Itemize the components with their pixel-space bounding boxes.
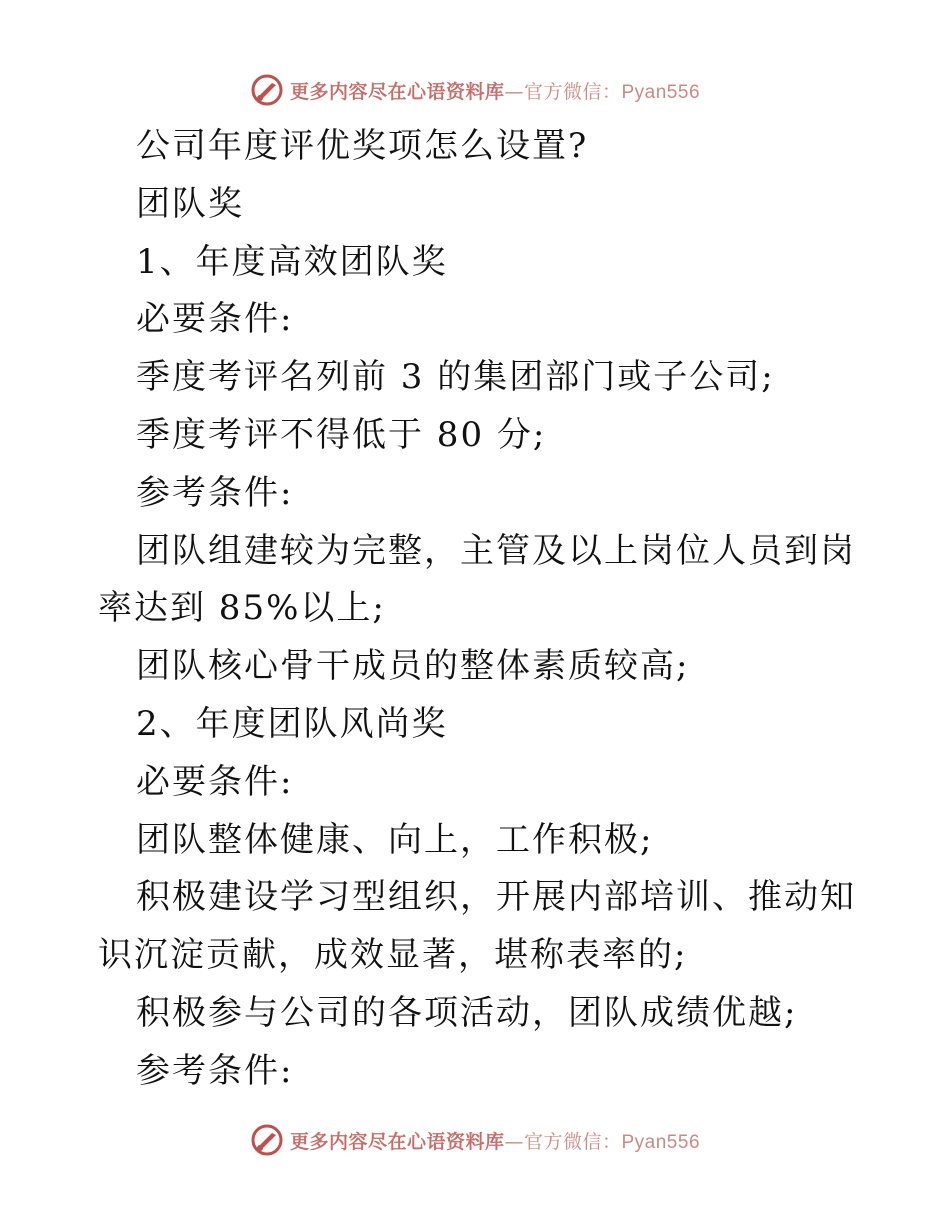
paragraph-award-1: 1、年度高效团队奖	[136, 241, 448, 282]
watermark-main: 更多内容尽在心语资料库	[289, 80, 505, 103]
paragraph-item: 季度考评名列前 3 的集团部门或子公司;	[136, 357, 775, 398]
watermark-sub: —官方微信：	[504, 80, 622, 103]
brush-logo-icon	[250, 73, 284, 107]
paragraph-item: 团队组建较为完整，主管及以上岗位人员到岗率达到 85%以上;	[98, 530, 856, 629]
paragraph-reference-2: 参考条件:	[136, 1050, 294, 1091]
watermark-sub: —官方微信：	[504, 1130, 622, 1153]
paragraph-section: 团队奖	[136, 183, 244, 224]
paragraph-title: 公司年度评优奖项怎么设置?	[136, 126, 589, 166]
watermark-text	[290, 77, 700, 104]
footer-watermark	[0, 1120, 950, 1160]
paragraph-award-2: 2、年度团队风尚奖	[136, 703, 448, 744]
paragraph-item: 积极建设学习型组织，开展内部培训、推动知识沉淀贡献，成效显著，堪称表率的;	[98, 877, 856, 976]
watermark-text	[290, 1127, 700, 1154]
watermark-id: Pyan556	[621, 1131, 701, 1153]
paragraph-item: 团队整体健康、向上，工作积极;	[136, 819, 654, 860]
paragraph-item: 积极参与公司的各项活动，团队成绩优越;	[136, 992, 798, 1033]
header-watermark	[0, 70, 950, 110]
document-body	[98, 118, 858, 1101]
watermark-main: 更多内容尽在心语资料库	[289, 1130, 505, 1153]
paragraph-item: 团队核心骨干成员的整体素质较高;	[136, 646, 690, 687]
paragraph-required-2: 必要条件:	[136, 761, 294, 802]
paragraph-reference-1: 参考条件:	[136, 472, 294, 513]
paragraph-required-1: 必要条件:	[136, 299, 294, 340]
paragraph-item: 季度考评不得低于 80 分;	[136, 414, 547, 455]
brush-logo-icon	[250, 1123, 284, 1157]
watermark-id: Pyan556	[621, 81, 701, 103]
